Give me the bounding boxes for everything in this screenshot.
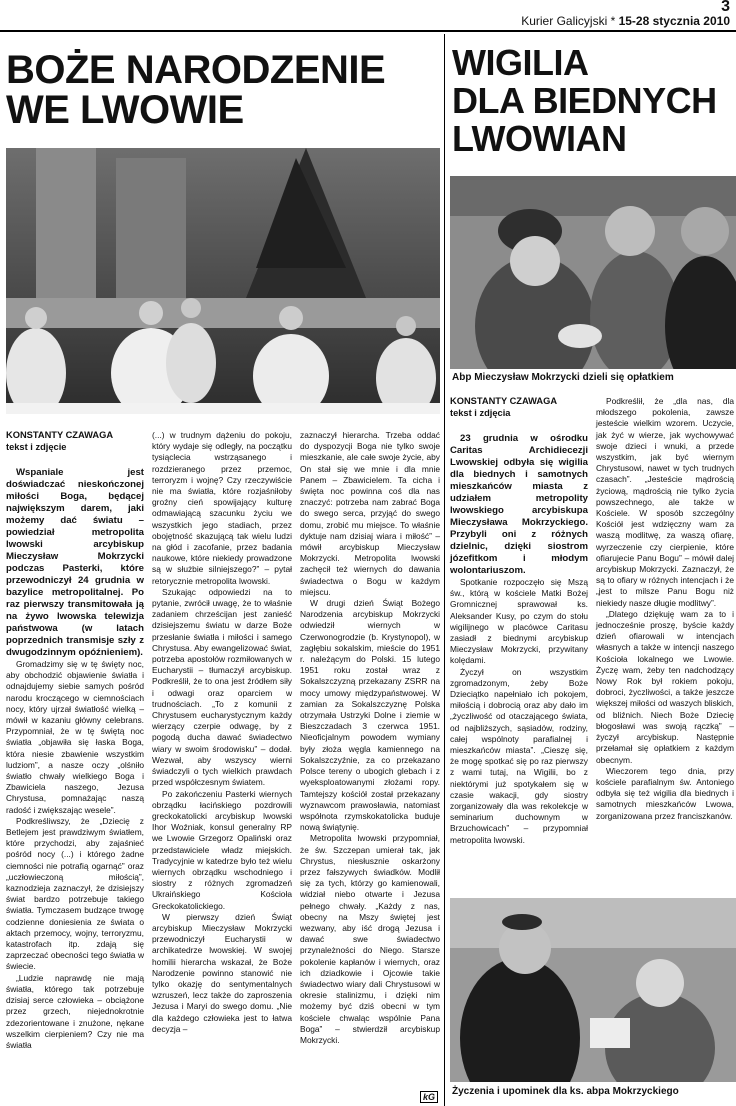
right-byline: KONSTANTY CZAWAGA — [450, 396, 558, 406]
gift-photo-caption: Życzenia i upominek dla ks. abpa Mokrzyckiego — [452, 1086, 679, 1097]
left-article-col2 — [152, 430, 292, 1035]
oplatek-photo — [450, 176, 736, 369]
right-lead: 23 grudnia w ośrodku Caritas Archidiecezji Lwowskiej odbyła się wigilia dla biednych i samotnych mieszkańców miasta z udziałem metropolity lwowskiego arcybiskupa Mieczysława Mokrzyckiego. Przybyli oni z różnych dzielnic, dzięki siostrom józefitkom i młodym wolontariuszom. — [450, 433, 588, 576]
left-col1-p2: Podkreśliwszy, że „Dziecię z Betlejem jest prawdziwym światłem, które przychodzi, aby zajaśnieć pośród nocy (...) i którego żadne ciemności nie potrafią ogarnąć” oraz „uczłowieczoną miłością”, kaznodzieja zaznaczył, że dzisiejszy świat bardzo potrzebuje takiego światła. Tymczasem budzące trwogę codzienne doniesienia ze świata o aktach przemocy, wojny, terroryzmu, katastrofach itp. zdają się zaprzeczać obecności tego światła w świecie. — [6, 815, 144, 972]
left-col1-p3: „Ludzie naprawdę nie mają światła, którego tak potrzebuje dzisiaj serce człowieka – obciążone przez grzech, niejednokrotnie zdezorientowane i znużone, nękane wszelkim cierpieniem? Czy nie ma światła — [6, 972, 144, 1050]
left-title-line1: BOŻE NARODZENIE — [6, 48, 386, 92]
publication-line — [521, 14, 730, 28]
right-byline-role: tekst i zdjęcia — [450, 407, 511, 418]
left-col1-p1: Gromadzimy się w tę święty noc, aby obchodzić objawienie światła i odnajdujemy siebie samych pośród narodu kroczącego w ciemnościach nocy, który ujrzał światłość wielką – mówił w kazaniu główny celebrans. Przypomniał, że w tę świętą noc światła „objawiła się łaska Boga, która niesie zbawienie wszystkim ludziom”, a nasze oczy „olśniło światło chwały wielkiego Boga i Zbawiciela naszego, Jezusa Chrystusa, pomnażając naszą radość i zwiększając wesele”. — [6, 659, 144, 815]
page-header — [0, 0, 736, 30]
page-number: 3 — [721, 0, 730, 15]
christmas-mass-photo — [6, 148, 440, 414]
publication-name: Kurier Galicyjski — [521, 14, 608, 28]
left-article-title — [6, 50, 385, 130]
left-col3-p3: Metropolita lwowski przypomniał, że św. Szczepan umierał tak, jak Chrystus, niesłusznie oskarżony przez fałszywych świadków. Modlił się za tych, którzy go kamienowali, widział niebo otwarte i Jezusa pełnego chwały. „Każdy z nas, obecny na Mszy świętej jest wezwany, aby iść drogą Jezusa i dawać swe świadectwo przynależności do Niego. Starsze pokolenie kapłanów i wiernych, oraz ich dziadkowie i Ojcowie takie świadectwo wiary dali Chrystusowi w okresie stalinizmu, i dzięki nim możemy być dziś obecni w tym kościele chwaląc wspólnie Pana Boga” – stwierdził arcybiskup Mokrzycki. — [300, 833, 440, 1045]
right-col2-p1: Podkreślił, że „dla nas, dla młodszego pokolenia, zawsze jesteście wielkim wzorem. Uczycie, jak żyć w wierze, jak wychowywać swoje dzieci i wnuki, a przede wszystkim, jak być wiernym Chrystusowi, nawet w tych trudnych czasach”. „Jesteście mądrością życiową, mądrością nie tylko życia powszechnego, ale także w Kościele. W sposób szczególny Kościół jest wdzięczny wam za waszą modlitwę, za waszą ofiarę, wyrzeczenie czy cierpienie, które ofiarujecie Panu Bogu” – mówił dalej arcybiskup Mokrzycki. Zaznaczył, że są to ofiary w różnych intencjach i że „jest to milsze Panu Bogu niż niekiedy nasze długie modlitwy”. — [596, 396, 734, 608]
right-title-line1: WIGILIA — [452, 42, 589, 83]
left-article-col3 — [300, 430, 440, 1046]
left-col2-p2: Szukając odpowiedzi na to pytanie, zwrócił uwagę, że to właśnie zadaniem chrześcijan jest zanieść dzisiejszemu światu w darze Boże przesłanie światła i miłości i samego Chrystusa. Aby ewangelizować świat, potrzeba apostołów rozmiłowanych w Eucharystii – tłumaczył arcybiskup. Podkreślił, że to ona jest źródłem siły i odwagi oraz oparciem w trudnościach. „To z komunii z Chrystusem eucharystycznym każdy wierzący czerpie odwagę, by z pogodą ducha dawać świadectwo wiary w swoim środowisku” – dodał. Wezwał, aby wszyscy wierni świadczyli o tych wielkich prawdach przed współczesnym światem. — [152, 586, 292, 788]
right-title-line3: LWOWIAN — [452, 117, 627, 159]
right-col1-p2: Życzył on wszystkim zgromadzonym, żeby Boże Dzieciątko napełniało ich pokojem, miłością i dobrocią oraz aby dało im „życzliwość od otaczającego świata, od najbliższych, sąsiadów, rodziny, całej wspólnoty parafialnej i mieszkańców miasta”. „Cieszę się, że mogę spotkać się po raz pierwszy z wami tutaj, na Wigilii, bo z niektórymi już spotykałem się w czasie wakacji, gdy siostry zorganizowały dla was rekolekcje w seminarium duchownym w Brzuchowicach” – przypomniał metropolita lwowski. — [450, 666, 588, 845]
right-title-line2: DLA BIEDNYCH — [452, 79, 717, 121]
left-col3-p1: zaznaczył hierarcha. Trzeba oddać do dyspozycji Boga nie tylko swoje mieszkanie, ale całe swoje życie, aby On stał się we mnie i dla mnie Panem – Zbawicielem. Ta cicha i święta noc powinna coś dla nas znaczyć: potrzeba nam zabrać Boga do swego serca, przyjąć do swego domu, zrobić mu miejsce. To właśnie dyktuje nam dzisiaj wiara i miłość” – mówił arcybiskup Mieczysław Mokrzycki. Metropolita lwowski zachęcił też wiernych do dawania świadectwa o Bogu w każdym miejscu. — [300, 430, 440, 597]
left-byline-role: tekst i zdjęcie — [6, 441, 67, 452]
right-col2-p2: „Dlatego dziękuję wam za to i jednocześnie proszę, byście każdy dzień ofiarowali w intencjach własnych a także w intencji naszego Kościoła lokalnego we Lwowie. Życzę wam, żeby ten nadchodzący Nowy Rok był rokiem pokoju, dobroci, życzliwości, a także jeszcze większej miłości od waszych bliskich, od bliźnich. Niech Boże Dziecię błogosławi was swoją rączką” – życzył arcybiskup. Następnie przełamał się opłatkiem z każdym obecnym. — [596, 608, 734, 765]
gift-photo — [450, 898, 736, 1082]
publication-logo: kG — [420, 1091, 438, 1103]
left-article-col1 — [6, 430, 144, 1051]
left-title-line2: WE LWOWIE — [6, 88, 244, 132]
right-col1-p1: Spotkanie rozpoczęło się Mszą św., którą w kościele Matki Bożej Gromnicznej sprawował ks. Aleksander Kusy, po czym do stołu wigilijnego w placówce Caritasu zasiadł z biednymi arcybiskup Mieczysław Mokrzycki, przywitany kolędami. — [450, 577, 588, 666]
right-article-title — [452, 44, 717, 157]
issue-date: 15-28 stycznia 2010 — [618, 14, 730, 28]
header-rule — [0, 30, 736, 32]
right-article-col1 — [450, 396, 588, 846]
right-article-col2 — [596, 396, 734, 822]
left-col2-p3: Po zakończeniu Pasterki wiernych obrządku łacińskiego pozdrowili greckokatolicki arcybiskup lwowski Ihor Woźniak, konsul generalny RP we Lwowie Grzegorz Opaliński oraz przedstawiciele władz miejskich. Tradycyjnie w katedrze było też wielu wiernych obrządku wschodniego i siostry z różnych zgromadzeń Ukraińskiego Kościoła Greckokatolickiego. — [152, 788, 292, 911]
left-col2-p4: W pierwszy dzień Świąt arcybiskup Mieczysław Mokrzycki przewodniczył Eucharystii w archikatedrze lwowskiej. W swojej homilii hierarcha wskazał, że Boże Narodzenie powinno stanowić nie tylko okazję do sentymentalnych wzruszeń, lecz także do zaproszenia Jezusa i Maryi do swego domu. „Nie dla każdego człowieka jest to łatwa decyzja – — [152, 911, 292, 1034]
oplatek-photo-caption: Abp Mieczysław Mokrzycki dzieli się opłatkiem — [452, 372, 674, 383]
left-byline: KONSTANTY CZAWAGA — [6, 430, 114, 440]
column-divider — [444, 34, 445, 1106]
left-lead: Wspaniale jest doświadczać nieskończonej miłości Boga, będącej największym darem, jaki możemy dać światu – powiedział metropolita lwowski arcybiskup Mieczysław Mokrzycki podczas Pasterki, które przewodniczył 24 grudnia w bazylice metropolitalnej. Po raz pierwszy transmitowała ją na żywo lwowska telewizja państwowa (w latach poprzednich transmisje szły z dwugodzinnym opóźnieniem). — [6, 467, 144, 658]
separator: * — [607, 14, 619, 28]
left-col3-p2: W drugi dzień Świąt Bożego Narodzenia arcybiskup Mokrzycki odwiedził wiernych w Czerwonogrodzie (b. Krystynopol), w zagłębiu sokalskim, mieście do 1951 r. należącym do Polski. 15 lutego 1951 roku został wraz z Sokalszczyzną przekazany ZSRR na mocy umowy międzypaństwowej. W zamian za Sokalszczyznę Polska otrzymała Ustrzyki Dolne i ziemie w Bieszczadach 3 czerwca 1951. Nieoficjalnym powodem wymiany były złoża węgla kamiennego na Sokalszczyźnie, za co przekazano Polsce tereny o ubogich glebach i z wyeksploatowanymi złożami ropy. Tamtejszy kościół został przekazany wyznawcom prawosławia, natomiast współnota rzymskokatolicka buduje nową świątynię. — [300, 598, 440, 833]
right-col2-p3: Wieczorem tego dnia, przy kościele parafialnym św. Antoniego odbyła się też wigilia dla biednych i samotnych mieszkańców Lwowa, zorganizowana przez franciszkanów. — [596, 765, 734, 821]
left-col2-p1: (...) w trudnym dążeniu do pokoju, który wydaje się odległy, na początku tysiąclecia wstrząsanego i rozdzieranego przez przemoc, terroryzm i wojnę? Czy rzeczywiście nie ma światła, które rozjaśniłoby groźny cień spowijający kulturę odmawiającą szacunku życiu we wszystkich jego stadiach, przez obojętność skazującą tak wielu ludzi na głód i zacofanie, przez badania naukowe, które niekiedy prowadzone są w służbie silniejszego?” – pytał retorycznie metropolita lwowski. — [152, 430, 292, 586]
